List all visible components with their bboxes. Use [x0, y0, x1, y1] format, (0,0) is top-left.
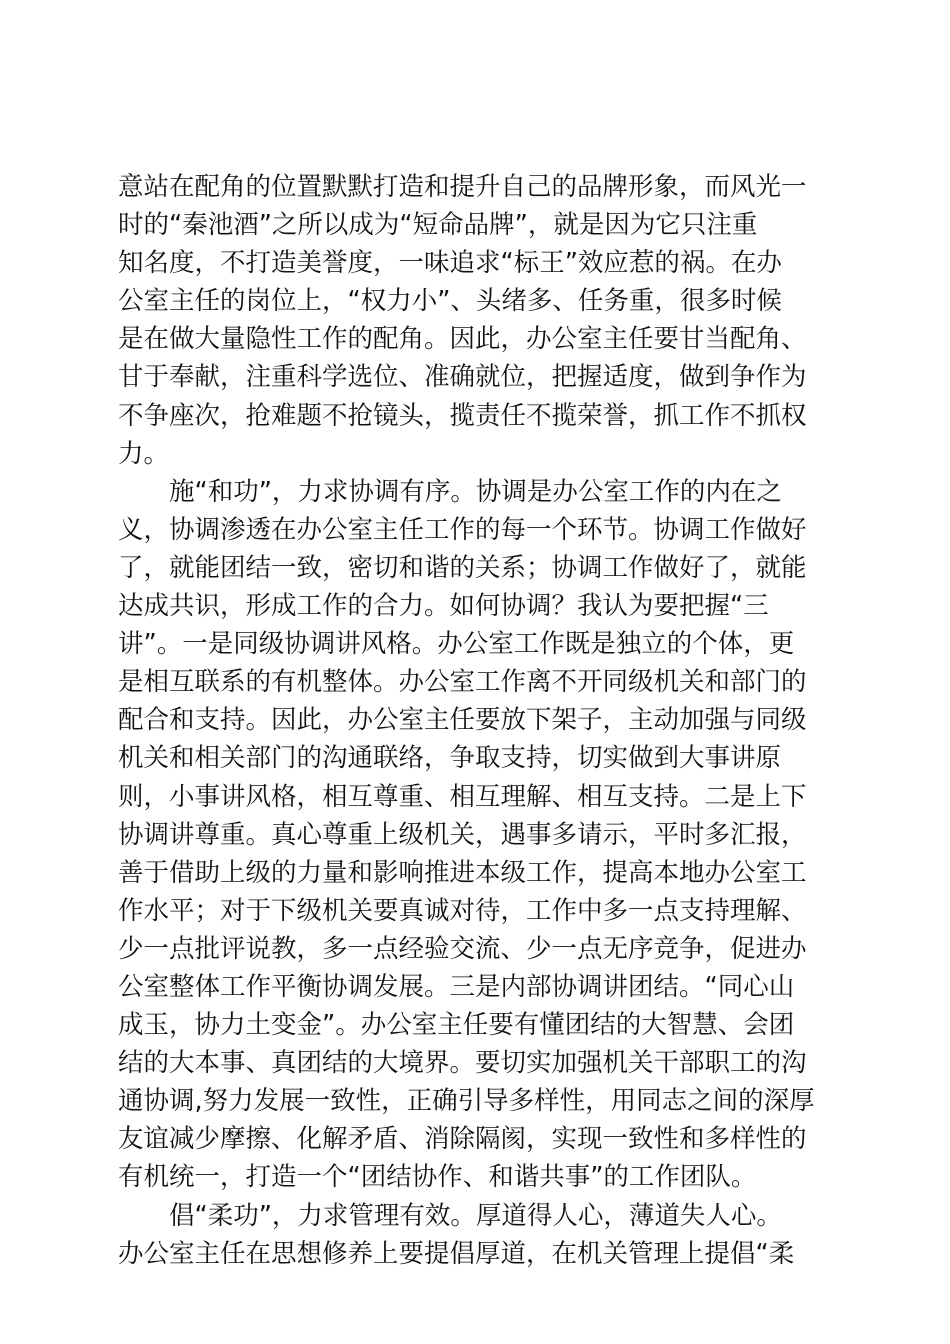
text-line: 善于借助上级的力量和影响推进本级工作，提高本地办公室工: [118, 857, 807, 888]
text-line: 达成共识，形成工作的合力。如何协调？我认为要把握“三: [118, 591, 769, 622]
text-line: 是在做大量隐性工作的配角。因此，办公室主任要甘当配角、: [118, 324, 807, 355]
paragraph-start-line: 倡“柔功”，力求管理有效。厚道得人心，薄道失人心。: [118, 1200, 782, 1231]
text-line: 意站在配角的位置默默打造和提升自己的品牌形象，而风光一: [118, 172, 807, 202]
text-line: 少一点批评说教，多一点经验交流、少一点无序竞争，促进办: [118, 933, 807, 964]
text-line: 有机统一，打造一个“团结协作、和谐共事”的工作团队。: [118, 1162, 757, 1193]
text-line: 通协调,努力发展一致性，正确引导多样性，用同志之间的深厚: [118, 1086, 815, 1117]
text-line: 作水平；对于下级机关要真诚对待，工作中多一点支持理解、: [118, 895, 807, 926]
text-line: 了，就能团结一致，密切和谐的关系；协调工作做好了，就能: [118, 552, 807, 583]
text-line: 公室主任的岗位上，“权力小”、头绪多、任务重，很多时候: [118, 286, 782, 317]
text-line: 则，小事讲风格，相互尊重、相互理解、相互支持。二是上下: [118, 781, 807, 812]
text-line: 是相互联系的有机整体。办公室工作离不开同级机关和部门的: [118, 667, 807, 698]
text-line: 讲”。一是同级协调讲风格。办公室工作既是独立的个体，更: [118, 629, 795, 660]
text-line: 义，协调渗透在办公室主任工作的每一个环节。协调工作做好: [118, 514, 807, 545]
text-line: 公室整体工作平衡协调发展。三是内部协调讲团结。“同心山: [118, 971, 795, 1002]
text-line: 配合和支持。因此，办公室主任要放下架子，主动加强与同级: [118, 705, 807, 736]
text-line: 知名度，不打造美誉度，一味追求“标王”效应惹的祸。在办: [118, 248, 782, 279]
text-line: 甘于奉献，注重科学选位、准确就位，把握适度，做到争作为: [118, 362, 807, 393]
body-text: [118, 168, 838, 1273]
text-line: 机关和相关部门的沟通联络，争取支持，切实做到大事讲原: [118, 743, 782, 774]
text-line: 力。: [118, 438, 170, 469]
paragraph-start-line: 施“和功”，力求协调有序。协调是办公室工作的内在之: [118, 476, 782, 507]
text-line: 协调讲尊重。真心尊重上级机关，遇事多请示，平时多汇报，: [118, 819, 807, 850]
text-line: 办公室主任在思想修养上要提倡厚道，在机关管理上提倡“柔: [118, 1238, 795, 1269]
text-line: 结的大本事、真团结的大境界。要切实加强机关干部职工的沟: [118, 1048, 807, 1079]
text-line: 成玉，协力土变金”。办公室主任要有懂团结的大智慧、会团: [118, 1010, 795, 1041]
text-line: 不争座次，抢难题不抢镜头，揽责任不揽荣誉，抓工作不抓权: [118, 400, 807, 431]
text-line: 时的“秦池酒”之所以成为“短命品牌”，就是因为它只注重: [118, 210, 758, 241]
text-line: 友谊减少摩擦、化解矛盾、消除隔阂，实现一致性和多样性的: [118, 1124, 807, 1155]
